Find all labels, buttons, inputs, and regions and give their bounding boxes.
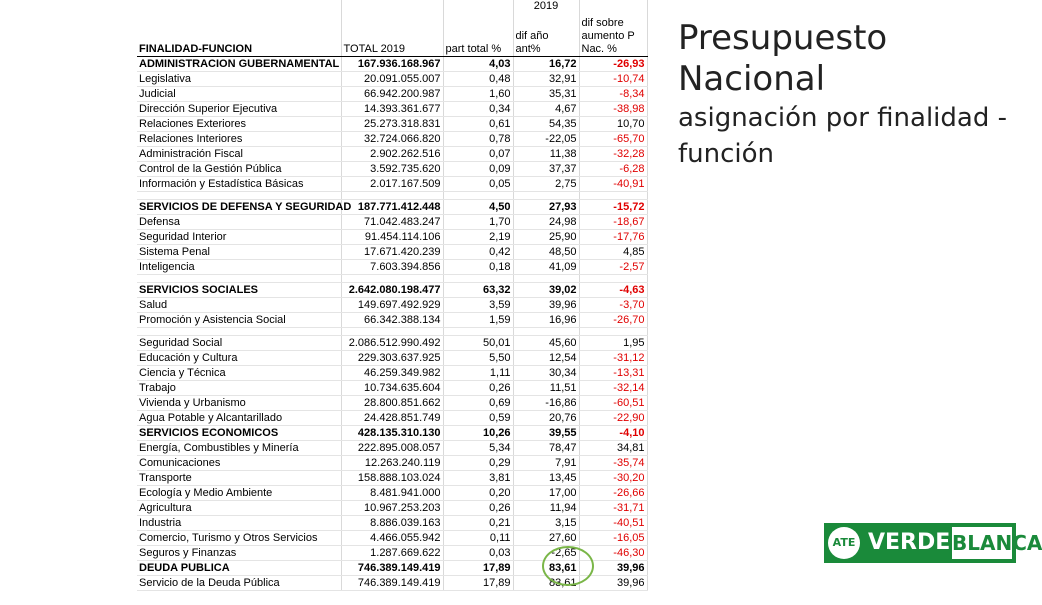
row-name: SERVICIOS DE DEFENSA Y SEGURIDAD	[139, 201, 352, 213]
row-sobre: -60,51	[579, 396, 647, 411]
row-name: Control de la Gestión Pública	[137, 162, 341, 177]
row-dif: 27,60	[513, 531, 579, 546]
row-dif: 54,35	[513, 117, 579, 132]
row-part: 0,78	[443, 132, 513, 147]
row-dif: 12,54	[513, 351, 579, 366]
row-name: Agricultura	[137, 501, 341, 516]
row-total: 46.259.349.982	[341, 366, 443, 381]
row-part: 0,20	[443, 486, 513, 501]
row-name: Promoción y Asistencia Social	[137, 313, 341, 328]
row-name: Servicio de la Deuda Pública	[137, 576, 341, 591]
row-dif: 11,51	[513, 381, 579, 396]
row-part: 0,09	[443, 162, 513, 177]
row-part: 0,34	[443, 102, 513, 117]
header-dif: dif año ant%	[513, 13, 579, 57]
spacer-row	[137, 275, 647, 283]
table-row	[137, 486, 647, 501]
row-total: 2.642.080.198.477	[341, 283, 443, 298]
row-name: SERVICIOS ECONOMICOS	[137, 426, 341, 441]
table-row	[137, 57, 647, 72]
row-dif: -16,86	[513, 396, 579, 411]
row-name: Transporte	[137, 471, 341, 486]
row-total: 3.592.735.620	[341, 162, 443, 177]
row-sobre: -31,71	[579, 501, 647, 516]
row-name: Industria	[137, 516, 341, 531]
row-name: Relaciones Interiores	[137, 132, 341, 147]
row-dif: 16,72	[513, 57, 579, 72]
budget-table	[137, 0, 648, 591]
row-part: 0,48	[443, 72, 513, 87]
row-sobre: -2,57	[579, 260, 647, 275]
row-sobre: -40,91	[579, 177, 647, 192]
table-row	[137, 456, 647, 471]
row-total: 2.902.262.516	[341, 147, 443, 162]
row-dif: 16,96	[513, 313, 579, 328]
row-sobre: -32,28	[579, 147, 647, 162]
header-part: part total %	[443, 13, 513, 57]
row-name: Seguridad Social	[137, 336, 341, 351]
row-total: 66.942.200.987	[341, 87, 443, 102]
row-dif: 17,00	[513, 486, 579, 501]
row-sobre: 1,95	[579, 336, 647, 351]
row-name: Relaciones Exteriores	[137, 117, 341, 132]
row-total: 2.086.512.990.492	[341, 336, 443, 351]
row-total: 149.697.492.929	[341, 298, 443, 313]
row-name: ADMINISTRACION GUBERNAMENTAL	[139, 58, 340, 70]
row-sobre: -15,72	[579, 200, 647, 215]
row-sobre: -4,10	[579, 426, 647, 441]
table-row	[137, 200, 647, 215]
table-row	[137, 441, 647, 456]
row-total: 167.936.168.967	[341, 57, 443, 72]
row-part: 4,50	[443, 200, 513, 215]
header-total: TOTAL 2019	[341, 13, 443, 57]
row-sobre: 4,85	[579, 245, 647, 260]
table-row	[137, 87, 647, 102]
table-row	[137, 117, 647, 132]
row-name: Comunicaciones	[137, 456, 341, 471]
table-row	[137, 351, 647, 366]
row-dif: 20,76	[513, 411, 579, 426]
year-header-row	[137, 0, 647, 13]
row-dif: 37,37	[513, 162, 579, 177]
table-row	[137, 102, 647, 117]
row-name: Ecología y Medio Ambiente	[137, 486, 341, 501]
spacer-row	[137, 328, 647, 336]
row-dif: 48,50	[513, 245, 579, 260]
row-total: 66.342.388.134	[341, 313, 443, 328]
row-sobre: -4,63	[579, 283, 647, 298]
row-name: Administración Fiscal	[137, 147, 341, 162]
row-sobre: -17,76	[579, 230, 647, 245]
row-dif: -22,05	[513, 132, 579, 147]
row-sobre: -18,67	[579, 215, 647, 230]
row-sobre: -32,14	[579, 381, 647, 396]
logo-word-box	[952, 527, 1042, 559]
row-part: 0,26	[443, 381, 513, 396]
row-total: 1.287.669.622	[341, 546, 443, 561]
year-label: 2019	[513, 0, 579, 13]
row-dif: 25,90	[513, 230, 579, 245]
table-row	[137, 411, 647, 426]
row-part: 1,11	[443, 366, 513, 381]
row-sobre: -65,70	[579, 132, 647, 147]
row-dif: 7,91	[513, 456, 579, 471]
budget-table-sheet	[137, 0, 647, 605]
header-finalidad: FINALIDAD-FUNCION	[137, 13, 341, 57]
row-name: Seguridad Interior	[137, 230, 341, 245]
row-dif: 41,09	[513, 260, 579, 275]
row-part: 3,59	[443, 298, 513, 313]
row-part: 63,32	[443, 283, 513, 298]
highlight-circle	[542, 546, 594, 586]
row-name: Energía, Combustibles y Minería	[137, 441, 341, 456]
row-sobre: 39,96	[579, 561, 647, 576]
table-row	[137, 336, 647, 351]
row-sobre: -26,66	[579, 486, 647, 501]
row-total: 17.671.420.239	[341, 245, 443, 260]
row-dif: 24,98	[513, 215, 579, 230]
row-name: Trabajo	[137, 381, 341, 396]
table-row	[137, 230, 647, 245]
ate-emblem-icon	[828, 527, 860, 559]
row-part: 1,60	[443, 87, 513, 102]
row-total: 10.734.635.604	[341, 381, 443, 396]
table-row	[137, 245, 647, 260]
row-part: 0,05	[443, 177, 513, 192]
row-part: 0,29	[443, 456, 513, 471]
row-sobre: -16,05	[579, 531, 647, 546]
title-line-1: Presupuesto Nacional	[678, 18, 888, 99]
row-total: 91.454.114.106	[341, 230, 443, 245]
emblem-text: ATE	[832, 536, 856, 549]
row-part: 0,18	[443, 260, 513, 275]
row-sobre: -6,28	[579, 162, 647, 177]
row-part: 1,70	[443, 215, 513, 230]
row-name: Defensa	[137, 215, 341, 230]
row-name: Ciencia y Técnica	[137, 366, 341, 381]
table-row	[137, 516, 647, 531]
row-total: 428.135.310.130	[341, 426, 443, 441]
table-row	[137, 72, 647, 87]
row-sobre: -38,98	[579, 102, 647, 117]
row-name: Agua Potable y Alcantarillado	[137, 411, 341, 426]
row-part: 0,11	[443, 531, 513, 546]
row-part: 50,01	[443, 336, 513, 351]
column-header-row	[137, 13, 647, 57]
row-total: 12.263.240.119	[341, 456, 443, 471]
row-part: 0,26	[443, 501, 513, 516]
row-sobre: -26,70	[579, 313, 647, 328]
row-dif: 30,34	[513, 366, 579, 381]
table-row	[137, 132, 647, 147]
row-sobre: -26,93	[579, 57, 647, 72]
row-sobre: -13,31	[579, 366, 647, 381]
row-part: 0,69	[443, 396, 513, 411]
table-row	[137, 381, 647, 396]
row-part: 0,07	[443, 147, 513, 162]
verde-blanca-logo	[824, 523, 1042, 563]
row-dif: 2,75	[513, 177, 579, 192]
row-name: Educación y Cultura	[137, 351, 341, 366]
table-row	[137, 147, 647, 162]
row-sobre: -10,74	[579, 72, 647, 87]
row-dif: 4,67	[513, 102, 579, 117]
row-total: 28.800.851.662	[341, 396, 443, 411]
row-dif: 32,91	[513, 72, 579, 87]
table-row	[137, 260, 647, 275]
table-row	[137, 215, 647, 230]
row-name: Información y Estadística Básicas	[137, 177, 341, 192]
logo-word-blanca: BLANCA	[952, 531, 1042, 555]
row-part: 1,59	[443, 313, 513, 328]
row-total: 2.017.167.509	[341, 177, 443, 192]
row-dif: 11,38	[513, 147, 579, 162]
row-total: 10.967.253.203	[341, 501, 443, 516]
slide-title	[678, 18, 1008, 172]
row-part: 5,34	[443, 441, 513, 456]
row-sobre: 10,70	[579, 117, 647, 132]
spacer-row	[137, 192, 647, 200]
row-sobre: 39,96	[579, 576, 647, 591]
table-row	[137, 283, 647, 298]
row-cut-off	[137, 591, 647, 605]
row-part: 5,50	[443, 351, 513, 366]
row-total: 32.724.066.820	[341, 132, 443, 147]
row-dif: 78,47	[513, 441, 579, 456]
row-dif: 27,93	[513, 200, 579, 215]
row-part: 4,03	[443, 57, 513, 72]
row-name: Inteligencia	[137, 260, 341, 275]
row-total: 14.393.361.677	[341, 102, 443, 117]
row-name: Judicial	[137, 87, 341, 102]
row-dif: 3,15	[513, 516, 579, 531]
title-line-3: función	[678, 138, 775, 169]
row-name: Seguros y Finanzas	[137, 546, 341, 561]
row-name: Sistema Penal	[137, 245, 341, 260]
row-dif: 39,02	[513, 283, 579, 298]
row-sobre: -22,90	[579, 411, 647, 426]
header-sobre: dif sobre aumento P Nac. %	[579, 13, 647, 57]
row-name: Comercio, Turismo y Otros Servicios	[137, 531, 341, 546]
row-total: 158.888.103.024	[341, 471, 443, 486]
row-sobre: -46,30	[579, 546, 647, 561]
row-total: 187.771.412.448	[341, 200, 443, 215]
row-sobre: -35,74	[579, 456, 647, 471]
row-part: 0,03	[443, 546, 513, 561]
row-name: Legislativa	[137, 72, 341, 87]
row-total: 25.273.318.831	[341, 117, 443, 132]
row-part: 0,59	[443, 411, 513, 426]
table-row	[137, 162, 647, 177]
row-part: 2,19	[443, 230, 513, 245]
table-row	[137, 177, 647, 192]
row-total: 20.091.055.007	[341, 72, 443, 87]
row-sobre: -30,20	[579, 471, 647, 486]
row-name: DEUDA PUBLICA	[137, 561, 341, 576]
row-total: 229.303.637.925	[341, 351, 443, 366]
table-row	[137, 426, 647, 441]
row-part: 3,81	[443, 471, 513, 486]
row-name: Dirección Superior Ejecutiva	[137, 102, 341, 117]
row-dif: 83,61	[513, 576, 579, 591]
row-name: Vivienda y Urbanismo	[137, 396, 341, 411]
row-part: 0,61	[443, 117, 513, 132]
row-sobre: -40,51	[579, 516, 647, 531]
row-total: 71.042.483.247	[341, 215, 443, 230]
row-part: 10,26	[443, 426, 513, 441]
row-name: Salud	[137, 298, 341, 313]
row-part: 17,89	[443, 576, 513, 591]
table-row	[137, 396, 647, 411]
table-row	[137, 501, 647, 516]
row-part: 0,42	[443, 245, 513, 260]
row-dif: 45,60	[513, 336, 579, 351]
logo-word-verde: VERDE	[868, 530, 951, 555]
row-dif: 13,45	[513, 471, 579, 486]
row-sobre: 34,81	[579, 441, 647, 456]
row-dif: -2,65	[513, 546, 579, 561]
row-dif: 35,31	[513, 87, 579, 102]
row-part: 17,89	[443, 561, 513, 576]
table-row	[137, 471, 647, 486]
row-sobre: -3,70	[579, 298, 647, 313]
table-row	[137, 313, 647, 328]
row-total: 24.428.851.749	[341, 411, 443, 426]
title-line-2: asignación por finalidad -	[678, 102, 1007, 133]
row-total: 746.389.149.419	[341, 576, 443, 591]
row-dif: 11,94	[513, 501, 579, 516]
table-row	[137, 298, 647, 313]
table-row	[137, 531, 647, 546]
row-total: 8.481.941.000	[341, 486, 443, 501]
table-row	[137, 366, 647, 381]
row-total: 8.886.039.163	[341, 516, 443, 531]
row-sobre: -8,34	[579, 87, 647, 102]
row-part: 0,21	[443, 516, 513, 531]
row-name: SERVICIOS SOCIALES	[137, 283, 341, 298]
row-total: 4.466.055.942	[341, 531, 443, 546]
row-dif: 39,96	[513, 298, 579, 313]
row-dif: 39,55	[513, 426, 579, 441]
row-total: 746.389.149.419	[341, 561, 443, 576]
row-dif: 83,61	[513, 561, 579, 576]
row-total: 7.603.394.856	[341, 260, 443, 275]
row-sobre: -31,12	[579, 351, 647, 366]
row-total: 222.895.008.057	[341, 441, 443, 456]
